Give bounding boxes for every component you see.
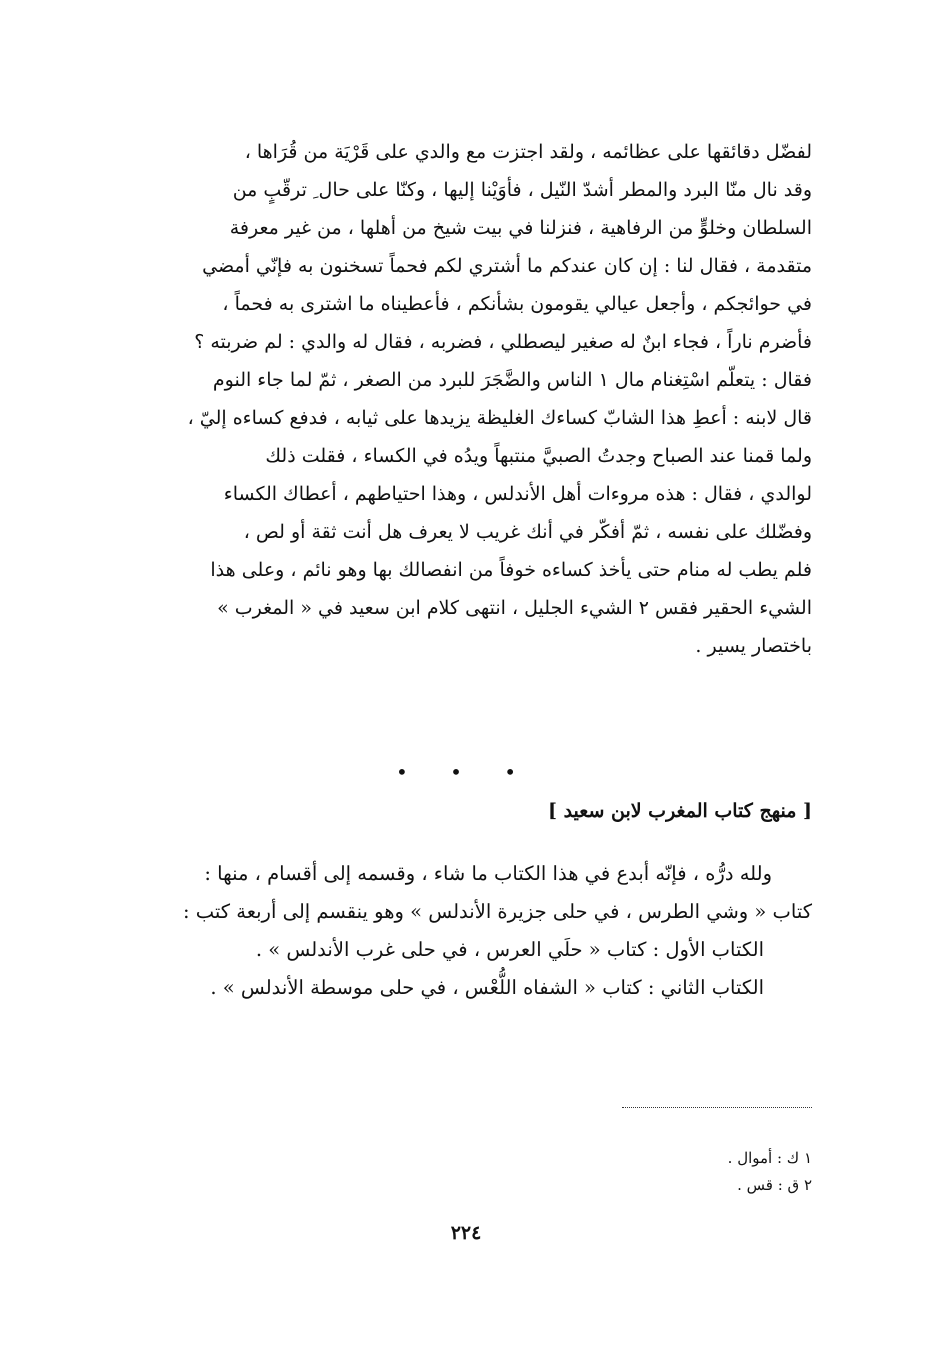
section-separator: • • •	[395, 760, 535, 784]
text-line: في حوائجكم ، وأجعل عيالي يقومون بشأنكم ، فأعطيناه ما اشترى به فحماً ،	[222, 293, 812, 315]
book-entry: الكتاب الثاني : كتاب « الشفاه اللُّعْس ، في حلى موسطة الأندلس » .	[210, 976, 764, 999]
section-heading: [ منهج كتاب المغرب لابن سعيد ]	[547, 800, 812, 822]
main-text-block	[118, 133, 812, 665]
text-line: فأضرم ناراً ، فجاء ابنٌ له صغير ليصطلي ، فضربه ، فقال له والدي : لم ضربته ؟	[194, 331, 812, 353]
text-line: الشيء الحقير فقس ٢ الشيء الجليل ، انتهى كلام ابن سعيد في « المغرب »	[217, 597, 812, 619]
book-entry: الكتاب الأول : كتاب « حلَي العرس ، في حلى غرب الأندلس » .	[255, 938, 764, 961]
footnote: ١ ك : أموال .	[727, 1149, 812, 1167]
footnotes	[728, 1145, 812, 1199]
text-line: قال لابنه : أعطِ هذا الشابّ كساءك الغليظة يزيدها على ثيابه ، فدفع كساءه إليّ ،	[187, 407, 812, 429]
text-line: لوالدي ، فقال : هذه مروءات أهل الأندلس ، وهذا احتياطهم ، أعطاك الكساء	[223, 483, 812, 505]
text-line: باختصار يسير .	[695, 635, 812, 657]
footnote: ٢ ق : قس .	[737, 1176, 812, 1194]
text-line: فقال : يتعلّم اسْتِغنام مال ١ الناس والضَّجَرَ للبرد من الصغر ، ثمّ لما جاء النوم	[212, 369, 812, 391]
text-line: متقدمة ، فقال لنا : إن كان عندكم ما أشتري لكم فحماً تسخنون به فإنّي أمضي	[202, 255, 812, 277]
paragraph: ولله درُّه ، فإنّه أبدع في هذا الكتاب ما شاء ، وقسمه إلى أقسام ، منها :	[204, 862, 772, 885]
paragraph: كتاب « وشي الطرس ، في حلى جزيرة الأندلس » وهو ينقسم إلى أربعة كتب :	[182, 900, 812, 923]
text-line: وقد نال منّا البرد والمطر أشدّ النّيل ، فأوَيْنا إليها ، وكنّا على حال ِ ترقّبٍ من	[232, 179, 812, 201]
text-line: وفضّلك على نفسه ، ثمّ أفكّر في أنك غريب لا يعرف هل أنت ثقة أو لص ،	[243, 521, 812, 543]
footnote-divider	[622, 1107, 812, 1108]
text-line: فلم يطب له منام حتى يأخذ كساءه خوفاً من انفصالك بها وهو نائم ، وعلى هذا	[210, 559, 812, 581]
text-line: السلطان وخلوٍّ من الرفاهية ، فنزلنا في بيت شيخ من أهلها ، من غير معرفة	[229, 217, 812, 239]
text-line: ولما قمنا عند الصباح وجدتُ الصبيَّ منتبهاً ويدُه في الكساء ، فقلت ذلك	[265, 445, 812, 467]
page-number: ٢٢٤	[450, 1222, 482, 1244]
text-line: لفضّل دقائقها على عظائمه ، ولقد اجتزت مع والدي على قَرْيَة من قُرَاها ،	[244, 141, 812, 163]
section-text-block	[118, 855, 812, 1007]
